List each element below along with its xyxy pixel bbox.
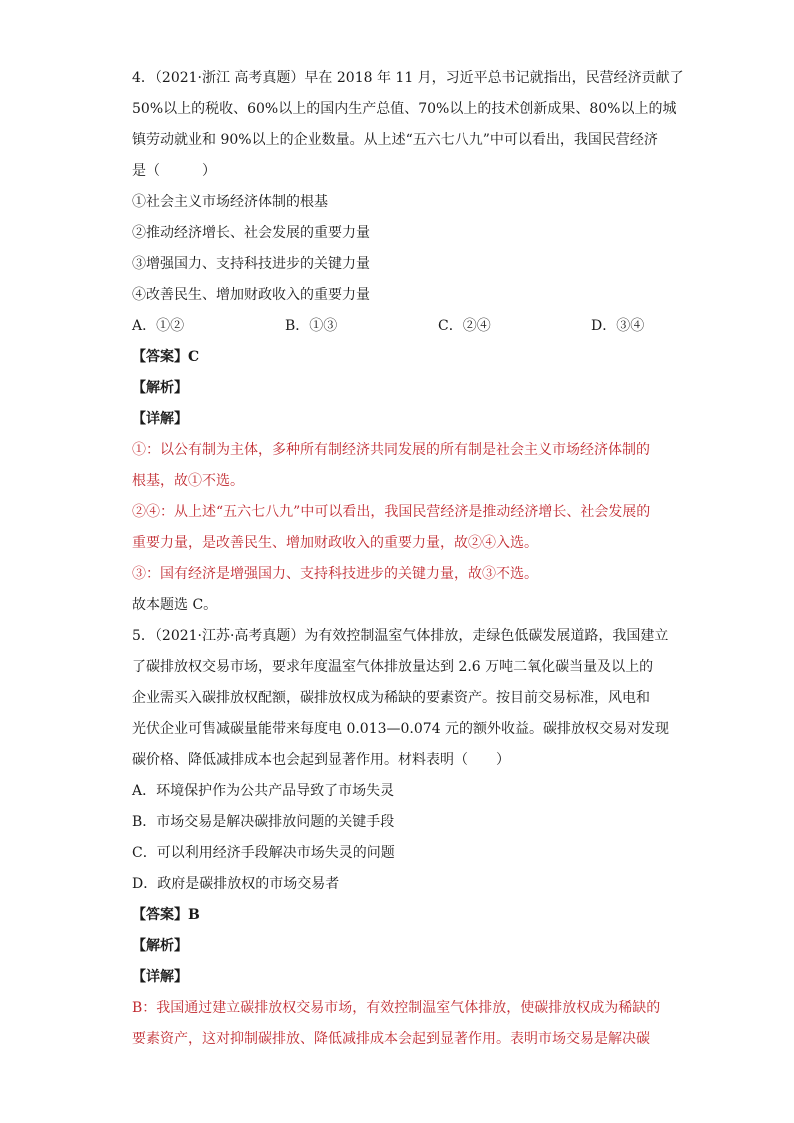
question-4-stem-line-4: 是（ ） <box>132 163 216 179</box>
question-4-analysis-label: 【解析】 <box>132 380 188 396</box>
question-4-item-1: ①社会主义市场经济体制的根基 <box>132 194 328 210</box>
question-5-option-b: B．市场交易是解决碳排放问题的关键手段 <box>132 814 395 830</box>
question-5-stem-line-1: 5．（2021·江苏·高考真题）为有效控制温室气体排放，走绿色低碳发展道路，我国建立 <box>132 628 669 644</box>
question-5-stem-line-3: 企业需买入碳排放权配额，碳排放权成为稀缺的要素资产。按目前交易标准，风电和 <box>132 690 650 706</box>
question-4-answer: 【答案】C <box>132 349 200 365</box>
question-4-option-b: B．①③ <box>285 318 338 334</box>
question-5-option-c: C．可以利用经济手段解决市场失灵的问题 <box>132 845 395 861</box>
question-5-analysis-label: 【解析】 <box>132 938 188 954</box>
question-5-detail-label: 【详解】 <box>132 969 188 985</box>
question-4-options <box>132 311 664 342</box>
question-4-option-d: D．③④ <box>591 318 645 334</box>
question-4-stem-line-1: 4．（2021·浙江 高考真题）早在 2018 年 11 月，习近平总书记就指出，民营经济贡献了 <box>132 70 684 86</box>
question-5-option-a: A．环境保护作为公共产品导致了市场失灵 <box>132 783 395 799</box>
question-4-detail-1b: 根基，故①不选。 <box>132 473 244 489</box>
question-4-detail-1a: ①：以公有制为主体，多种所有制经济共同发展的所有制是社会主义市场经济体制的 <box>132 442 650 458</box>
question-5-stem-line-5: 碳价格、降低减排成本也会起到显著作用。材料表明（ ） <box>132 752 510 768</box>
question-5 <box>132 621 670 1055</box>
question-4-detail-2a: ②④：从上述“五六七八九”中可以看出，我国民营经济是推动经济增长、社会发展的 <box>132 504 651 520</box>
question-4-option-a: A．①② <box>132 318 185 334</box>
question-4-item-3: ③增强国力、支持科技进步的关键力量 <box>132 256 370 272</box>
question-4-detail-2b: 重要力量，是改善民生、增加财政收入的重要力量，故②④入选。 <box>132 535 538 551</box>
question-4-item-4: ④改善民生、增加财政收入的重要力量 <box>132 287 370 303</box>
question-5-answer: 【答案】B <box>132 907 200 923</box>
question-4-stem-line-2: 50%以上的税收、60%以上的国内生产总值、70%以上的技术创新成果、80%以上的城 <box>132 101 677 117</box>
question-4-conclusion: 故本题选 C。 <box>132 597 218 613</box>
question-4-detail-label: 【详解】 <box>132 411 188 427</box>
question-5-stem-line-4: 光伏企业可售减碳量能带来每度电 0.013—0.074 元的额外收益。碳排放权交易对发现 <box>132 721 670 737</box>
question-5-option-d: D．政府是碳排放权的市场交易者 <box>132 876 340 892</box>
question-5-stem-line-2: 了碳排放权交易市场，要求年度温室气体排放量达到 2.6 万吨二氧化碳当量及以上的 <box>132 659 654 675</box>
question-4-stem-line-3: 镇劳动就业和 90%以上的企业数量。从上述“五六七八九”中可以看出，我国民营经济 <box>132 132 658 148</box>
question-5-detail-1b: 要素资产，这对抑制碳排放、降低减排成本会起到显著作用。表明市场交易是解决碳 <box>132 1031 650 1047</box>
question-4-option-c: C．②④ <box>438 318 491 334</box>
question-4-item-2: ②推动经济增长、社会发展的重要力量 <box>132 225 370 241</box>
question-5-detail-1a: B：我国通过建立碳排放权交易市场，有效控制温室气体排放，使碳排放权成为稀缺的 <box>132 1000 661 1016</box>
question-4-detail-3: ③：国有经济是增强国力、支持科技进步的关键力量，故③不选。 <box>132 566 538 582</box>
question-4 <box>132 63 684 621</box>
